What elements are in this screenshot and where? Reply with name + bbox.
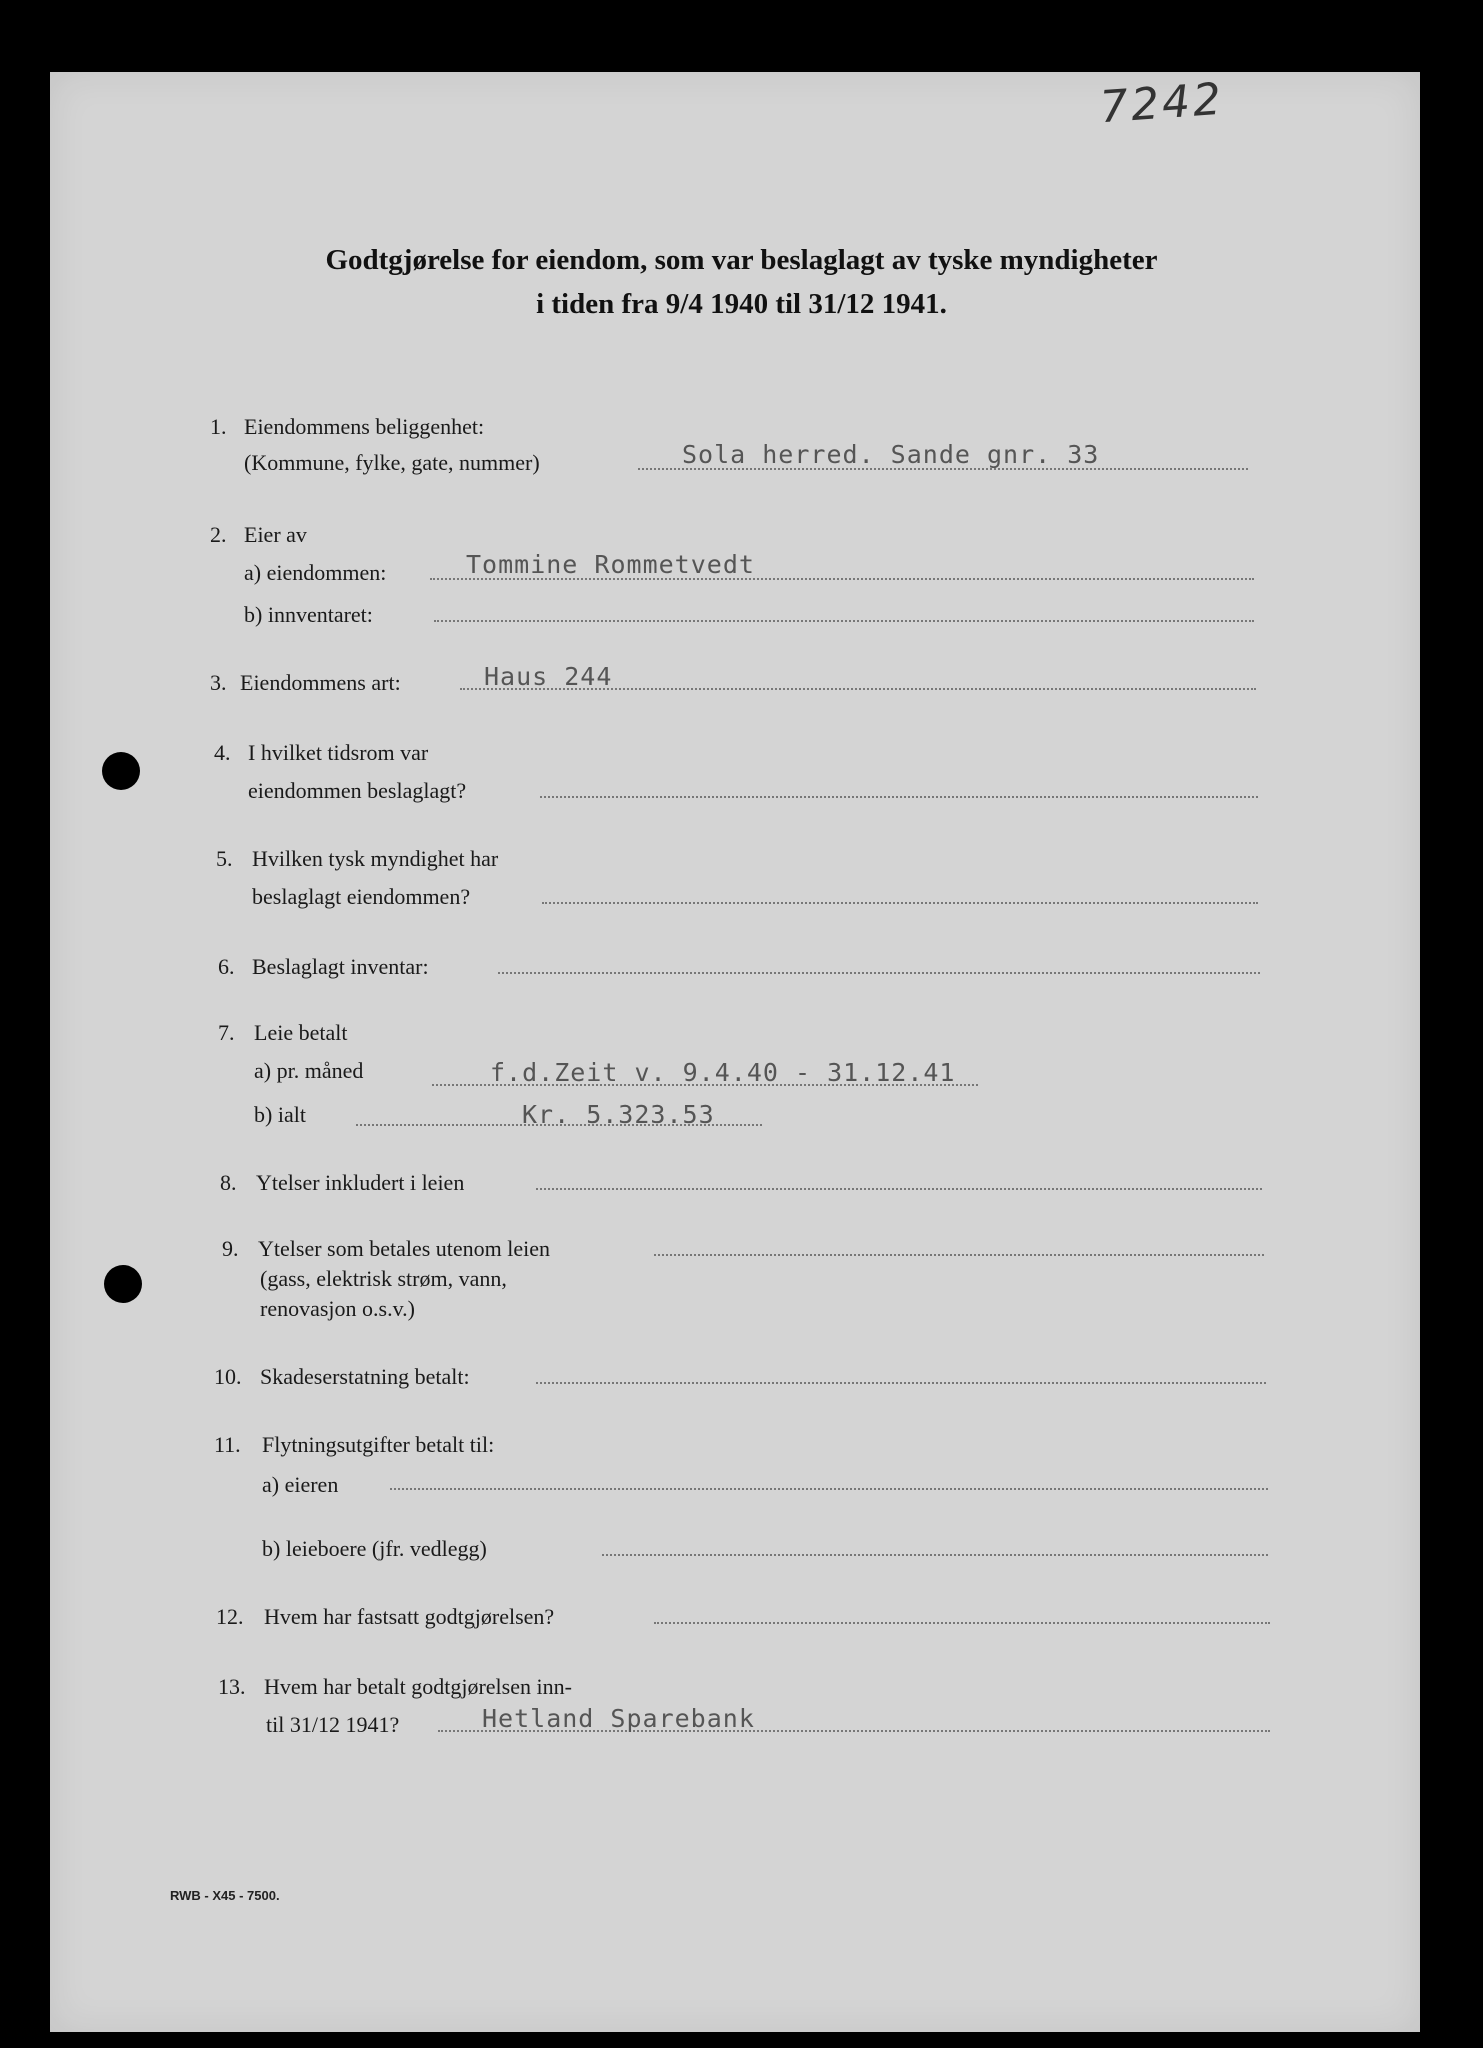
item-6-number: 6. <box>218 954 235 979</box>
item-2b-answer-line <box>434 620 1254 622</box>
item-4-label: I hvilket tidsrom var <box>248 740 429 765</box>
item-11b-answer-line <box>602 1554 1268 1556</box>
item-7-number: 7. <box>218 1020 235 1045</box>
item-5-sublabel: beslaglagt eiendommen? <box>252 884 471 909</box>
item-13-sublabel: til 31/12 1941? <box>266 1712 400 1737</box>
item-11a-label: a) eieren <box>262 1472 339 1497</box>
form-title-line1: Godtgjørelse for eiendom, som var beslaglagt av tyske myndigheter <box>325 244 1158 276</box>
item-6-answer-line <box>498 972 1260 974</box>
item-7a-answer: f.d.Zeit v. 9.4.40 - 31.12.41 <box>490 1058 956 1087</box>
archive-number-annotation: 7242 <box>1098 73 1226 134</box>
item-2b-label: b) innventaret: <box>244 602 373 627</box>
item-10-answer-line <box>536 1382 1266 1384</box>
punch-hole-bottom <box>104 1265 142 1303</box>
item-10-number: 10. <box>214 1364 242 1389</box>
form-paper <box>50 72 1420 2032</box>
form-title-line2: i tiden fra 9/4 1940 til 31/12 1941. <box>536 288 947 320</box>
item-2a-answer: Tommine Rommetvedt <box>466 550 755 579</box>
item-13-number: 13. <box>218 1674 246 1699</box>
item-12-answer-line <box>654 1622 1270 1624</box>
item-7b-answer: Kr. 5.323.53 <box>522 1100 715 1129</box>
item-5-label: Hvilken tysk myndighet har <box>252 846 499 871</box>
item-7b-label: b) ialt <box>254 1102 306 1127</box>
item-2-number: 2. <box>210 522 227 547</box>
item-9-number: 9. <box>222 1236 239 1261</box>
item-7a-label: a) pr. måned <box>254 1058 364 1083</box>
item-4-sublabel: eiendommen beslaglagt? <box>248 778 467 803</box>
item-11-label: Flytningsutgifter betalt til: <box>262 1432 495 1457</box>
item-8-answer-line <box>536 1188 1262 1190</box>
item-1-number: 1. <box>210 414 227 439</box>
item-4-answer-line <box>540 796 1258 798</box>
item-9-sublabel-2: renovasjon o.s.v.) <box>260 1296 415 1321</box>
item-2-label: Eier av <box>244 522 307 547</box>
item-13-answer: Hetland Sparebank <box>482 1704 755 1733</box>
item-9-label: Ytelser som betales utenom leien <box>258 1236 551 1261</box>
item-11-number: 11. <box>214 1432 241 1457</box>
item-9-answer-line <box>654 1254 1264 1256</box>
item-9-sublabel-1: (gass, elektrisk strøm, vann, <box>260 1266 507 1291</box>
item-12-number: 12. <box>216 1604 244 1629</box>
punch-hole-top <box>102 752 140 790</box>
item-6-label: Beslaglagt inventar: <box>252 954 429 979</box>
item-10-label: Skadeserstatning betalt: <box>260 1364 470 1389</box>
item-11a-answer-line <box>390 1488 1268 1490</box>
item-3-number: 3. <box>210 670 227 695</box>
item-3-answer: Haus 244 <box>484 662 613 691</box>
item-1-sublabel: (Kommune, fylke, gate, nummer) <box>244 450 540 475</box>
item-13-label: Hvem har betalt godtgjørelsen inn- <box>264 1674 572 1699</box>
item-1-label: Eiendommens beliggenhet: <box>244 414 485 439</box>
item-7-label: Leie betalt <box>254 1020 348 1045</box>
item-1-answer: Sola herred. Sande gnr. 33 <box>682 440 1100 469</box>
item-3-label: Eiendommens art: <box>240 670 401 695</box>
item-5-number: 5. <box>216 846 233 871</box>
item-11b-label: b) leieboere (jfr. vedlegg) <box>262 1536 487 1561</box>
item-2a-label: a) eiendommen: <box>244 560 387 585</box>
item-8-number: 8. <box>220 1170 237 1195</box>
printer-imprint: RWB - X45 - 7500. <box>170 1888 280 1903</box>
item-12-label: Hvem har fastsatt godtgjørelsen? <box>264 1604 555 1629</box>
item-5-answer-line <box>542 902 1258 904</box>
item-4-number: 4. <box>214 740 231 765</box>
item-8-label: Ytelser inkludert i leien <box>256 1170 465 1195</box>
